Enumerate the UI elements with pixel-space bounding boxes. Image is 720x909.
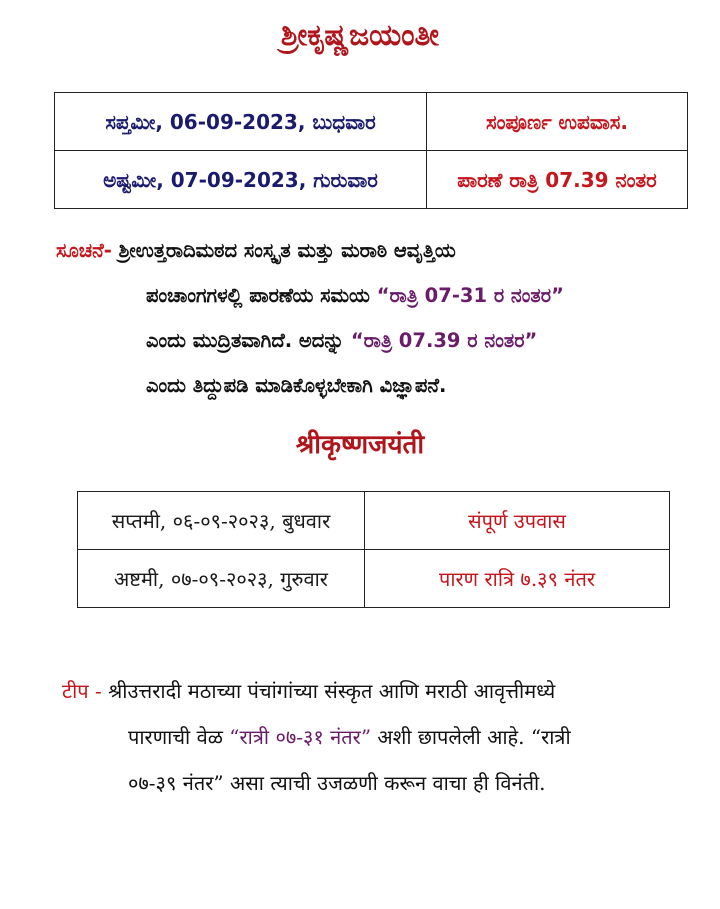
kannada-notice-line3 [56,318,686,363]
marathi-notice-text3: अशी छापलेली आहे. “रात्री [371,725,571,749]
marathi-title: श्रीकृष्णजयंती [295,430,425,460]
kannada-row1-date: ಸಪ್ತಮೀ, 06-09-2023, ಬುಧವಾರ [55,93,427,151]
marathi-notice-text1: श्रीउत्तरादी मठाच्या पंचांगांच्या संस्कृत आणि मराठी आवृत्तीमध्ये [101,679,556,703]
kannada-title: ಶ್ರೀಕೃಷ್ಣಜಯಂತೀ [280,18,440,53]
marathi-notice-line1 [62,668,672,714]
table-row [78,492,670,550]
kannada-notice-text2: ಪಂಚಾಂಗಗಳಲ್ಲಿ ಪಾರಣೆಯ ಸಮಯ [146,284,377,307]
table-row [55,151,688,209]
kannada-notice-text1: ಶ್ರೀಉತ್ತರಾದಿಮಠದ ಸಂಸ್ಕೃತ ಮತ್ತು ಮರಾಠಿ ಆವೃತ್ತಿಯ [111,239,456,262]
marathi-notice-line2 [62,714,672,760]
marathi-notice-label: टीप - [62,679,102,703]
marathi-schedule-table [77,491,670,608]
marathi-row2-date: अष्टमी, ०७-०९-२०२३, गुरुवार [78,550,365,608]
marathi-notice-text2: पारणाची वेळ [128,725,230,749]
kannada-notice [56,228,686,408]
kannada-notice-label: ಸೂಚನೆ- [56,239,112,262]
kannada-notice-quote1: “ರಾತ್ರಿ 07-31 ರ ನಂತರ” [376,284,564,307]
table-row [55,93,688,151]
marathi-row1-date: सप्तमी, ०६-०९-२०२३, बुधवार [78,492,365,550]
marathi-row2-note: पारण रात्रि ७.३९ नंतर [365,550,670,608]
kannada-row2-date: ಅಷ್ಟಮೀ, 07-09-2023, ಗುರುವಾರ [55,151,427,209]
kannada-notice-line1 [56,228,686,273]
table-row [78,550,670,608]
marathi-notice-line3: ०७-३९ नंतर” असा त्याची उजळणी करून वाचा ही विनंती. [128,771,546,795]
kannada-schedule-table [54,92,688,209]
kannada-notice-text3: ಎಂದು ಮುದ್ರಿತವಾಗಿದೆ. ಅದನ್ನು [146,329,351,352]
marathi-row1-note: संपूर्ण उपवास [365,492,670,550]
marathi-notice [62,668,672,806]
kannada-notice-line2 [56,273,686,318]
marathi-notice-quote1: “रात्री ०७-३१ नंतर” [229,725,372,749]
kannada-row2-note: ಪಾರಣೆ ರಾತ್ರಿ 07.39 ನಂತರ [427,151,688,209]
kannada-row1-note: ಸಂಪೂರ್ಣ ಉಪವಾಸ. [427,93,688,151]
kannada-notice-line4: ಎಂದು ತಿದ್ದುಪಡಿ ಮಾಡಿಕೊಳ್ಳಬೇಕಾಗಿ ವಿಜ್ಞಾಪನೆ. [146,374,447,397]
kannada-notice-quote2: “ರಾತ್ರಿ 07.39 ರ ನಂತರ” [350,329,538,352]
